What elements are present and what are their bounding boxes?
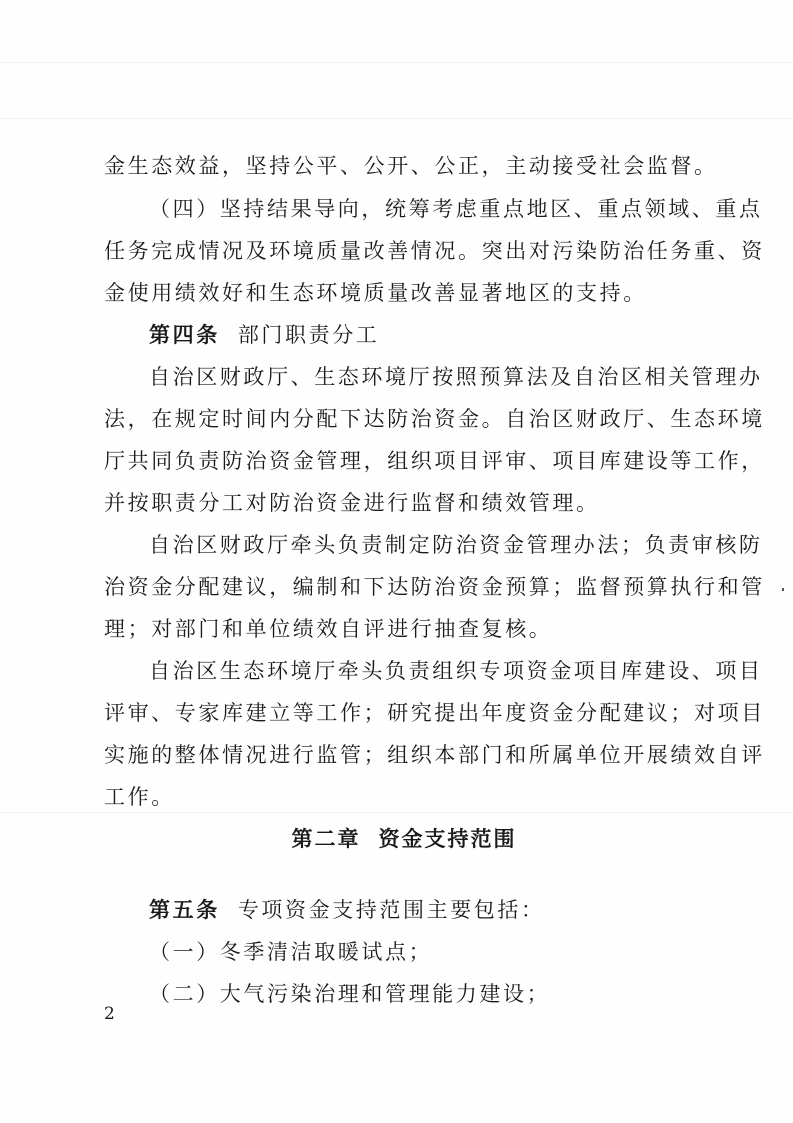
list-item: （二）大气污染治理和管理能力建设； [149,982,551,1006]
article-4-title: 部门职责分工 [237,323,380,347]
scan-artifact-line [0,812,793,813]
chapter-heading [104,825,704,853]
article-5-label: 第五条 [149,898,220,922]
article-4-label: 第四条 [149,323,220,347]
list-item: （一）冬季清洁取暖试点； [149,940,433,964]
chapter-number: 第二章 [291,827,361,851]
article-5-heading [149,896,545,924]
body-line: 工作。 [104,785,175,809]
article-5-title: 专项资金支持范围主要包括： [237,898,545,922]
body-line: 厅共同负责防治资金管理，组织项目评审、项目库建设等工作， [104,449,765,473]
article-4-heading [149,321,379,349]
body-line: 任务完成情况及环境质量改善情况。突出对污染防治任务重、资 [104,239,765,263]
body-line: 评审、专家库建立等工作；研究提出年度资金分配建议；对项目 [104,701,765,725]
body-line: 自治区财政厅、生态环境厅按照预算法及自治区相关管理办 [149,365,763,389]
body-line: （四）坚持结果导向，统筹考虑重点地区、重点领域、重点 [149,197,763,221]
body-line: 法，在规定时间内分配下达防治资金。自治区财政厅、生态环境 [104,407,765,431]
body-line: 并按职责分工对防治资金进行监督和绩效管理。 [104,491,600,515]
body-line: 理；对部门和单位绩效自评进行抽查复核。 [104,617,553,641]
body-line: 金使用绩效好和生态环境质量改善显著地区的支持。 [104,281,647,305]
body-line: 自治区生态环境厅牵头负责组织专项资金项目库建设、项目 [149,659,763,683]
body-line: 治资金分配建议，编制和下达防治资金预算；监督预算执行和管 [104,575,765,599]
body-line: 金生态效益，坚持公平、公开、公正，主动接受社会监督。 [104,154,718,178]
page-number: 2 [104,1004,115,1024]
scan-speck [782,588,784,591]
scan-artifact-line [0,118,793,119]
body-line: 自治区财政厅牵头负责制定防治资金管理办法；负责审核防 [149,533,763,557]
scan-artifact-line [0,62,793,63]
chapter-title: 资金支持范围 [378,827,517,851]
body-line: 实施的整体情况进行监管；组织本部门和所属单位开展绩效自评 [104,743,765,767]
